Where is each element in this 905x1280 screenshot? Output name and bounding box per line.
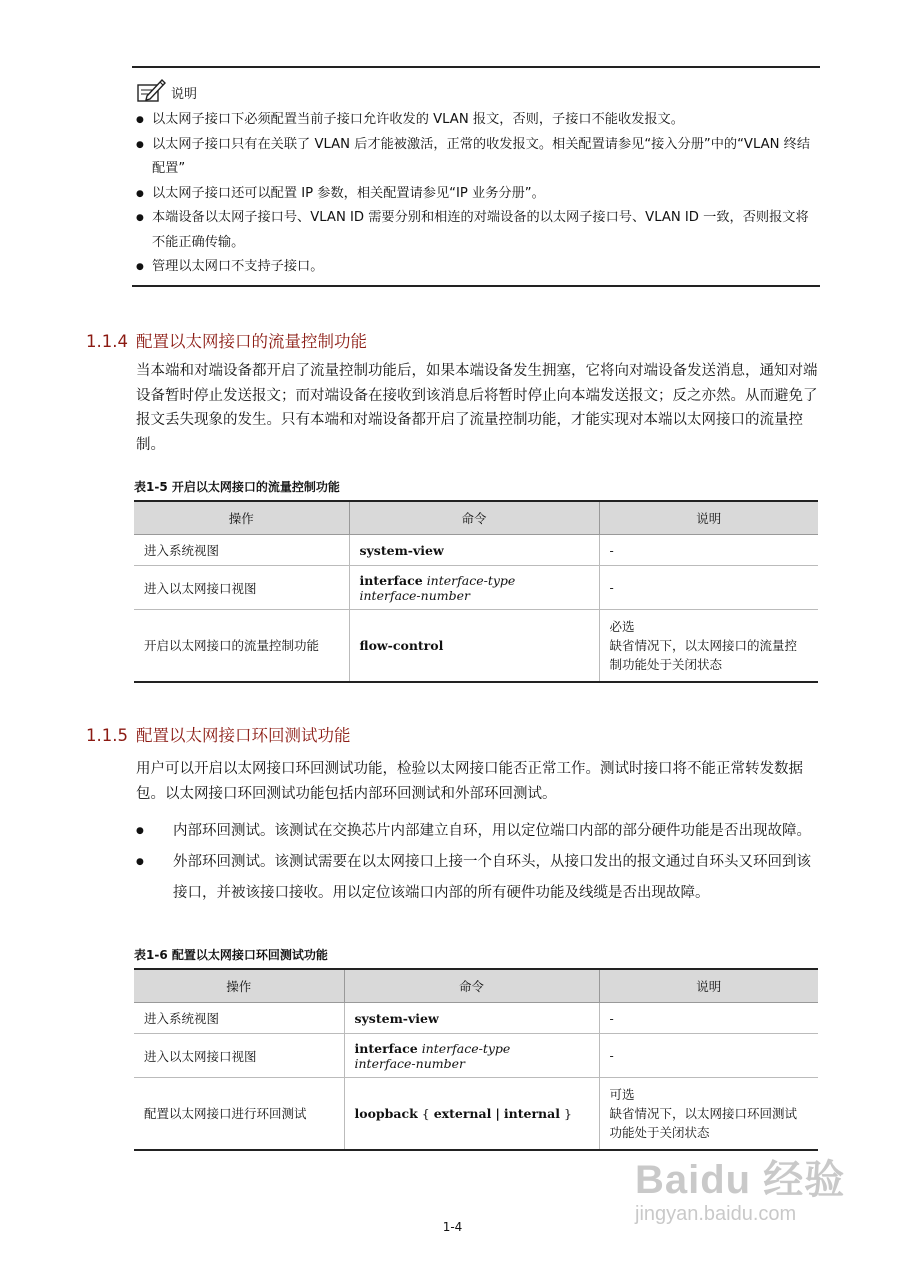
cmd-brace: } [563, 1105, 572, 1121]
column-header: 说明 [599, 969, 818, 1003]
table-caption: 表1-5 开启以太网接口的流量控制功能 [134, 480, 340, 494]
note-item: ● 以太网子接口只有在关联了 VLAN 后才能被激活，正常的收发报文。相关配置请参见“接入分册”中的“VLAN 终结配置” [136, 133, 820, 182]
cmd-arg: interface-type [421, 1040, 511, 1056]
section-title: 配置以太网接口的流量控制功能 [135, 332, 367, 351]
cmd-cell [349, 535, 599, 566]
table-row [134, 1034, 818, 1078]
desc-default: 缺省情况下，以太网接口的流量控制功能处于关闭状态 [609, 637, 798, 672]
watermark-url: jingyan.baidu.com [635, 1203, 797, 1225]
note-header [135, 76, 197, 104]
op-cell: 进入以太网接口视图 [134, 566, 349, 610]
section-heading-1-1-4 [86, 328, 367, 352]
cmd-keyword: system-view [354, 1010, 439, 1026]
cmd-keyword: system-view [359, 542, 444, 558]
page-number: 1-4 [442, 1220, 463, 1234]
table-row [134, 610, 818, 682]
op-cell: 进入系统视图 [134, 1003, 344, 1034]
section-number: 1.1.4 [86, 332, 128, 351]
table-caption: 表1-6 配置以太网接口环回测试功能 [134, 948, 328, 962]
section-paragraph: 当本端和对端设备都开启了流量控制功能后，如果本端设备发生拥塞，它将向对端设备发送消息，通知对端设备暂时停止发送报文；而对端设备在接收到该消息后将暂时停止向本端发送报文；反之亦然。从而避免了报文丢失现象的发生。只有本端和对端设备都开启了流量控制功能，才能实现对本端以太网接口的流量控制。 [136, 363, 818, 453]
column-header: 命令 [349, 501, 599, 535]
desc-cell [599, 1078, 818, 1150]
cmd-keyword: loopback [354, 1105, 418, 1121]
desc-optional: 可选 [609, 1086, 635, 1102]
note-item: ● 本端设备以太网子接口号、VLAN ID 需要分别和相连的对端设备的以太网子接口号、VLAN ID 一致，否则报文将不能正确传输。 [136, 206, 820, 255]
bullet-item: ● 内部环回测试。该测试在交换芯片内部建立自环，用以定位端口内部的部分硬件功能是否出现故障。 [136, 816, 820, 847]
cmd-cell [344, 1003, 599, 1034]
cmd-separator: | [495, 1105, 500, 1121]
loopback-bullet-list [136, 816, 820, 909]
section-heading-1-1-5 [86, 722, 350, 746]
table-row [134, 1003, 818, 1034]
bullet-item: ● 外部环回测试。该测试需要在以太网接口上接一个自环头，从接口发出的报文通过自环头又环回到该接口，并被该接口接收。用以定位该端口内部的所有硬件功能及线缆是否出现故障。 [136, 847, 820, 909]
op-cell: 配置以太网接口进行环回测试 [134, 1078, 344, 1150]
cmd-arg: interface-type [426, 572, 516, 588]
column-header: 命令 [344, 969, 599, 1003]
op-cell: 进入以太网接口视图 [134, 1034, 344, 1078]
section-title: 配置以太网接口环回测试功能 [135, 726, 351, 745]
note-list [136, 108, 820, 280]
table-row [134, 535, 818, 566]
flow-control-table [134, 500, 818, 683]
column-header: 操作 [134, 501, 349, 535]
note-item: ● 以太网子接口下必须配置当前子接口允许收发的 VLAN 报文，否则，子接口不能收发报文。 [136, 108, 820, 133]
cmd-arg: interface-number [359, 587, 470, 603]
cmd-cell [349, 566, 599, 610]
desc-required: 必选 [609, 618, 635, 634]
column-header: 说明 [599, 501, 818, 535]
op-cell: 开启以太网接口的流量控制功能 [134, 610, 349, 682]
cmd-cell [344, 1078, 599, 1150]
note-item: ● 以太网子接口还可以配置 IP 参数，相关配置请参见“IP 业务分册”。 [136, 182, 820, 207]
note-title: 说明 [171, 87, 198, 102]
note-item: ● 管理以太网口不支持子接口。 [136, 255, 820, 280]
cmd-cell [349, 610, 599, 682]
desc-cell: - [599, 1034, 818, 1078]
desc-cell [599, 610, 818, 682]
table-row [134, 566, 818, 610]
cmd-option: internal [503, 1105, 560, 1121]
section-paragraph: 用户可以开启以太网接口环回测试功能，检验以太网接口能否正常工作。测试时接口将不能正常转发数据包。以太网接口环回测试功能包括内部环回测试和外部环回测试。 [136, 761, 803, 802]
cmd-arg: interface-number [354, 1055, 465, 1071]
cmd-keyword: flow-control [359, 637, 444, 653]
desc-cell: - [599, 1003, 818, 1034]
desc-cell: - [599, 535, 818, 566]
cmd-keyword: interface [359, 572, 423, 588]
watermark-logo: Baidu 经验 [635, 1158, 846, 1202]
cmd-option: external [433, 1105, 492, 1121]
loopback-table [134, 968, 818, 1151]
op-cell: 进入系统视图 [134, 535, 349, 566]
section-number: 1.1.5 [86, 726, 128, 745]
desc-default: 缺省情况下，以太网接口环回测试功能处于关闭状态 [609, 1105, 798, 1140]
table-row [134, 1078, 818, 1150]
desc-cell: - [599, 566, 818, 610]
cmd-brace: { [421, 1105, 430, 1121]
pencil-note-icon [135, 76, 167, 104]
cmd-keyword: interface [354, 1040, 418, 1056]
column-header: 操作 [134, 969, 344, 1003]
cmd-cell [344, 1034, 599, 1078]
